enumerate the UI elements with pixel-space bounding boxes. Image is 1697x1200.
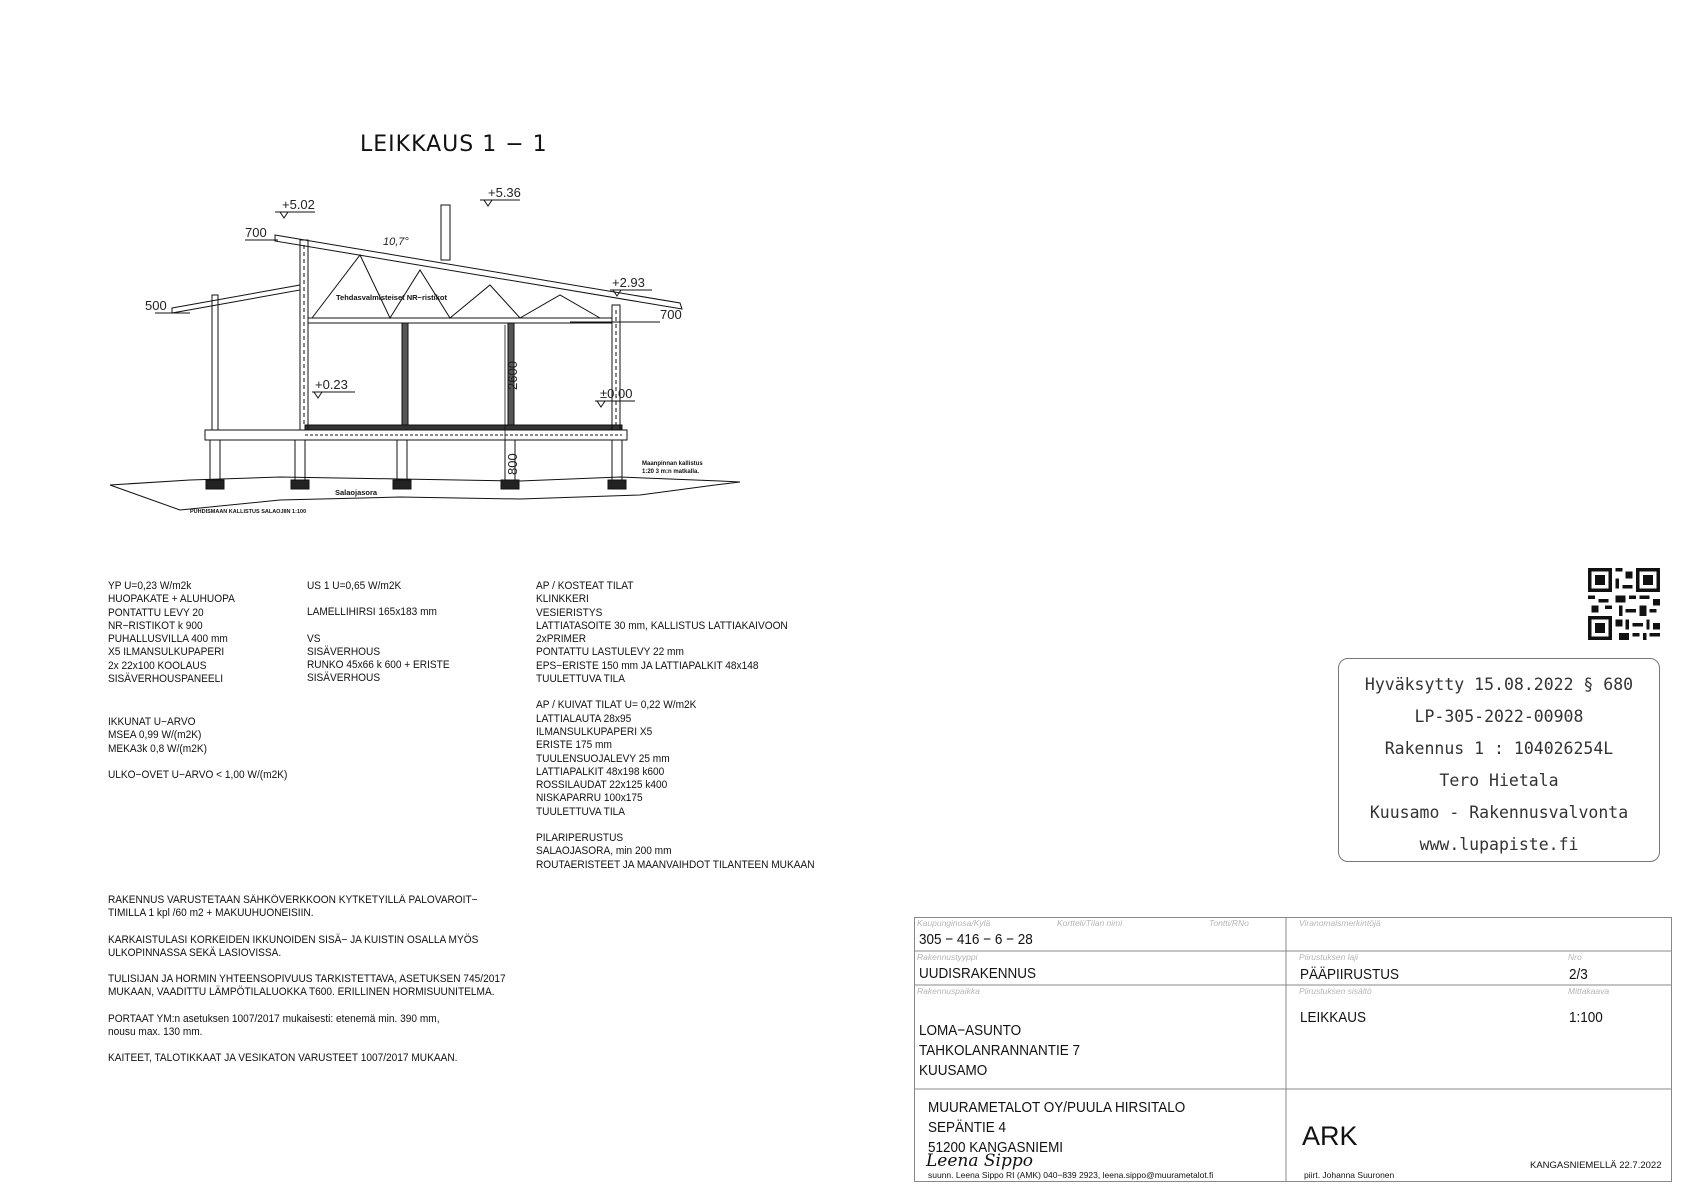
- spec-line: YP U=0,23 W/m2k: [108, 580, 192, 592]
- section-drawing: [100, 185, 740, 525]
- bottom-note: PUHDISMAAN KALLISTUS SALAOJIIN 1:100: [190, 509, 307, 515]
- title-block: [914, 917, 1672, 1182]
- spec-line: MSEA 0,99 W/(m2K): [108, 729, 202, 742]
- label-block: Kortteli/Tilan nimi: [1057, 918, 1123, 928]
- spec-line: VESIERISTYS: [536, 606, 603, 619]
- spec-line: US 1 U=0,65 W/m2K: [307, 580, 402, 592]
- scale: 1:100: [1569, 1009, 1603, 1026]
- site-line-2: TAHKOLANRANNANTIE 7: [919, 1042, 1081, 1059]
- slope-note-1: Maanpinnan kallistus: [642, 461, 703, 467]
- level-293: +2.93: [612, 275, 645, 290]
- spec-line: NISKAPARRU 100x175: [536, 792, 643, 805]
- spec-line: LATTIAPALKIT 48x198 k600: [536, 765, 665, 778]
- sheet-no: 2/3: [1569, 966, 1588, 983]
- spec-line: ERISTE 175 mm: [536, 739, 612, 752]
- note-item: RAKENNUS VARUSTETAAN SÄHKÖVERKKOON KYTKETYILLÄ PALOVAROIT− TIMILLA 1 kpl /60 m2 + MAKUUHUONEISIIN.: [108, 894, 478, 920]
- spec-line: IKKUNAT U−ARVO: [108, 716, 196, 728]
- spec-line: ILMANSULKUPAPERI X5: [536, 725, 653, 738]
- spec-line: TUULETTUVA TILA: [536, 673, 626, 686]
- label-drawing-type: Piirustuksen laji: [1299, 952, 1359, 962]
- note-item: KARKAISTULASI KORKEIDEN IKKUNOIDEN SISÄ− JA KUISTIN OSALLA MYÖS ULKOPINNASSA SEKÄ LASIOVISSA.: [108, 933, 479, 959]
- discipline-code: ARK: [1302, 1121, 1358, 1151]
- spec-line: X5 ILMANSULKUPAPERI: [108, 646, 225, 659]
- spec-line: EPS−ERISTE 150 mm JA LATTIAPALKIT 48x148: [536, 659, 759, 672]
- spec-line: MEKA3k 0,8 W/(m2K): [108, 742, 207, 755]
- roof-pitch: 10,7°: [383, 236, 409, 248]
- dim-700-top: 700: [245, 225, 267, 240]
- dim-500: 500: [145, 298, 167, 313]
- spec-us: [307, 580, 450, 686]
- label-sheet-no: Nro: [1568, 952, 1582, 962]
- spec-line: ROSSILAUDAT 22x125 k400: [536, 779, 668, 792]
- truss-label: Tehdasvalmisteiset NR−ristikot: [336, 293, 447, 302]
- level-023: +0.23: [315, 377, 348, 392]
- spec-line: KLINKKERI: [536, 593, 589, 606]
- designer-info: suunn. Leena Sippo RI (AMK) 040−839 2923, leena.sippo@muurametalot.fi: [928, 1170, 1214, 1180]
- dim-700-right: 700: [660, 307, 682, 322]
- spec-line: SISÄVERHOUSPANEELI: [108, 673, 224, 686]
- spec-ap: [536, 580, 815, 872]
- level-536: +5.36: [488, 185, 521, 200]
- stamp-permit-id: LP-305-2022-00908: [1414, 707, 1584, 726]
- drain-label: Salaojasora: [335, 488, 378, 497]
- property-id: 305 − 416 − 6 − 28: [919, 931, 1033, 948]
- spec-line: RUNKO 45x66 k 600 + ERISTE: [307, 659, 450, 672]
- approval-stamp: [1338, 658, 1660, 862]
- stamp-approved: Hyväksytty 15.08.2022 § 680: [1364, 675, 1634, 694]
- label-authority: Viranomaismerkintöjä: [1299, 918, 1381, 928]
- stamp-authority: Kuusamo - Rakennusvalvonta: [1369, 803, 1629, 822]
- stamp-official: Tero Hietala: [1439, 771, 1559, 790]
- qr-code-icon[interactable]: [1588, 568, 1660, 640]
- spec-line: SISÄVERHOUS: [307, 645, 381, 658]
- spec-line: PONTATTU LEVY 20: [108, 606, 204, 619]
- spec-line: NR−RISTIKOT k 900: [108, 619, 203, 632]
- foundation-piers: [206, 440, 626, 489]
- note-item: TULISIJAN JA HORMIN YHTEENSOPIVUUS TARKISTETTAVA, ASETUKSEN 745/2017 MUKAAN, VAADITTU LÄMPÖTILALUOKKA T600. ERILLINEN HORMISUUNITELMA.: [108, 973, 506, 999]
- site-line-3: KUUSAMO: [919, 1062, 988, 1079]
- spec-line: PILARIPERUSTUS: [536, 832, 624, 845]
- label-building-type: Rakennustyyppi: [917, 952, 978, 962]
- company-line-1: MUURAMETALOT OY/PUULA HIRSITALO: [928, 1099, 1186, 1116]
- note-item: PORTAAT YM:n asetuksen 1007/2017 mukaisesti: etenemä min. 390 mm, nousu max. 130 mm.: [108, 1012, 440, 1039]
- slope-note-2: 1:20 3 m:n matkalla.: [642, 469, 700, 475]
- stamp-url[interactable]: www.lupapiste.fi: [1419, 835, 1579, 854]
- spec-line: SISÄVERHOUS: [307, 672, 381, 685]
- date-place: KANGASNIEMELLÄ 22.7.2022: [1530, 1160, 1662, 1171]
- drafter: piirt. Johanna Suuronen: [1304, 1170, 1395, 1180]
- spec-line: AP / KUIVAT TILAT U= 0,22 W/m2K: [536, 699, 697, 712]
- spec-line: AP / KOSTEAT TILAT: [536, 580, 634, 592]
- building-type: UUDISRAKENNUS: [919, 965, 1037, 982]
- dim-800: 800: [505, 453, 520, 475]
- note-item: KAITEET, TALOTIKKAAT JA VESIKATON VARUSTEET 1007/2017 MUKAAN.: [108, 1052, 458, 1065]
- spec-line: ULKO−OVET U−ARVO < 1,00 W/(m2K): [108, 768, 288, 781]
- level-502: +5.02: [282, 197, 315, 212]
- designer-signature: Leena Sippo: [926, 1151, 1033, 1171]
- label-scale: Mittakaava: [1568, 986, 1610, 996]
- level-000: ±0.00: [600, 386, 633, 401]
- spec-line: TUULENSUOJALEVY 25 mm: [536, 752, 670, 765]
- label-site: Rakennuspaikka: [917, 986, 980, 996]
- spec-yp: [108, 580, 235, 686]
- label-village: Kaupunginosa/Kylä: [917, 918, 991, 928]
- spec-line: 2x 22x100 KOOLAUS: [108, 659, 207, 672]
- spec-line: HUOPAKATE + ALUHUOPA: [108, 593, 235, 606]
- spec-windows: [108, 716, 287, 782]
- spec-line: VS: [307, 632, 321, 645]
- label-plot: Tontti/RNo: [1209, 918, 1249, 928]
- stamp-building-id: Rakennus 1 : 104026254L: [1384, 739, 1614, 758]
- label-contents: Piirustuksen sisältö: [1299, 986, 1372, 996]
- spec-line: TUULETTUVA TILA: [536, 805, 626, 818]
- dim-2600: 2600: [505, 361, 520, 390]
- spec-line: ROUTAERISTEET JA MAANVAIHDOT TILANTEEN MUKAAN: [536, 858, 815, 871]
- spec-line: LATTIALAUTA 28x95: [536, 712, 632, 725]
- spec-line: SALAOJASORA, min 200 mm: [536, 845, 672, 858]
- spec-line: PUHALLUSVILLA 400 mm: [108, 633, 228, 646]
- spec-line: 2xPRIMER: [536, 633, 587, 646]
- spec-line: LATTIATASOITE 30 mm, KALLISTUS LATTIAKAIVOON: [536, 619, 788, 632]
- drawing-title: LEIKKAUS 1 − 1: [360, 132, 548, 157]
- company-line-3: 51200 KANGASNIEMI: [928, 1139, 1064, 1156]
- drawing-contents: LEIKKAUS: [1300, 1009, 1367, 1026]
- spec-line: LAMELLIHIRSI 165x183 mm: [307, 606, 437, 619]
- site-line-1: LOMA−ASUNTO: [919, 1022, 1022, 1039]
- general-notes: [108, 894, 506, 1079]
- spec-line: PONTATTU LASTULEVY 22 mm: [536, 646, 684, 659]
- drawing-type: PÄÄPIIRUSTUS: [1300, 966, 1400, 983]
- company-line-2: SEPÄNTIE 4: [928, 1119, 1007, 1136]
